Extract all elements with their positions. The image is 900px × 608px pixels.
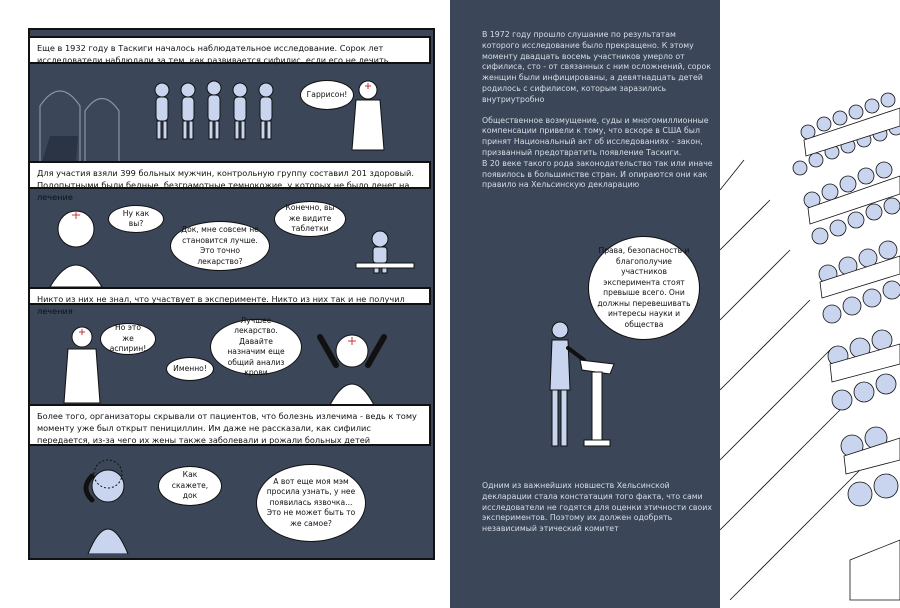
caption-2: Для участия взяли 399 больных мужчин, контрольную группу составил 201 здоровый. Подопытными были бедные, безграмотные темнокожие, у которых не было денег на лечение bbox=[28, 161, 431, 189]
bubble-doc-not-better: Док, мне совсем не становится лучше. Это точно лекарство? bbox=[170, 221, 270, 271]
paragraph-outrage: Общественное возмущение, суды и многомиллионные компенсации привели к тому, что вскоре в США был принят Национальный акт об исследованиях - закон, призванный предотвратить появление Таскиги. bbox=[482, 115, 709, 157]
speaker-podium-illustration bbox=[540, 320, 620, 452]
patient-question-illustration bbox=[30, 448, 429, 554]
paragraph-hearing: В 1972 году прошло слушание по результатам которого исследование было прекращено. К этому моменту двадцать восемь участников умерло от сифилиса, сто - от связанных с ним осложнений, сорок женщин были инфицированы, а девятнадцать детей родилось с сифилисом, которым заразились внутриутробно bbox=[482, 30, 711, 104]
bubble-helsinki-principle: Права, безопасность и благополучие участников эксперимента стоят превыше всего. Они должны перевешивать интересы науки и общества bbox=[588, 236, 700, 340]
panel-wife bbox=[30, 448, 429, 554]
audience-crowd-illustration bbox=[720, 0, 900, 608]
panel-aspirin bbox=[30, 307, 429, 405]
paragraph-ethics-committee: Одним из важнейших новшеств Хельсинской декларации стала констатация того факта, что сами исследователи не годятся для оценки этичности своих экспериментов. Поэтому их должен одобрять независимый этический комитет bbox=[482, 481, 712, 534]
paragraph-legislation: В 20 веке такого рода законодательство так или иначе появилось в большинстве стран. И опираются они как правило на Хельсинскую декларацию bbox=[482, 158, 713, 190]
caption-1: Еще в 1932 году в Таскиги началось наблюдательное исследование. Сорок лет исследователи наблюдали за тем, как развивается сифилис, если его не лечить bbox=[28, 36, 431, 64]
bubble-garrison: Гаррисон! bbox=[300, 80, 354, 110]
caption-3: Никто из них не знал, что участвует в эксперименте. Никто из них так и не получил лечения bbox=[28, 287, 431, 305]
bubble-see-pills: Конечно, вы же видите таблетки bbox=[274, 201, 346, 237]
queue-illustration bbox=[30, 66, 429, 162]
bubble-as-you-say: Как скажете, док bbox=[158, 466, 222, 506]
bubble-but-aspirin: Но это же аспирин! bbox=[100, 323, 156, 355]
bubble-best-medicine: Лучшее лекарство. Давайте назначим еще общий анализ крови bbox=[210, 319, 302, 375]
panel-pills bbox=[30, 191, 429, 287]
right-text-block bbox=[482, 30, 714, 201]
caption-4: Более того, организаторы скрывали от пациентов, что болезнь излечима - ведь к тому моменту уже был открыт пенициллин. Им даже не рассказали, как сифилис передается, из-за чего их жены также заболевали и рожали больных детей bbox=[28, 404, 431, 446]
bubble-wife-asked: А вот еще моя мэм просила узнать, у нее появилась язвочка... Это не может быть то же самое? bbox=[256, 464, 366, 542]
bubble-exactly: Именно! bbox=[166, 357, 214, 381]
bubble-how-are-you: Ну как вы? bbox=[108, 205, 164, 233]
panel-queue bbox=[30, 66, 429, 162]
